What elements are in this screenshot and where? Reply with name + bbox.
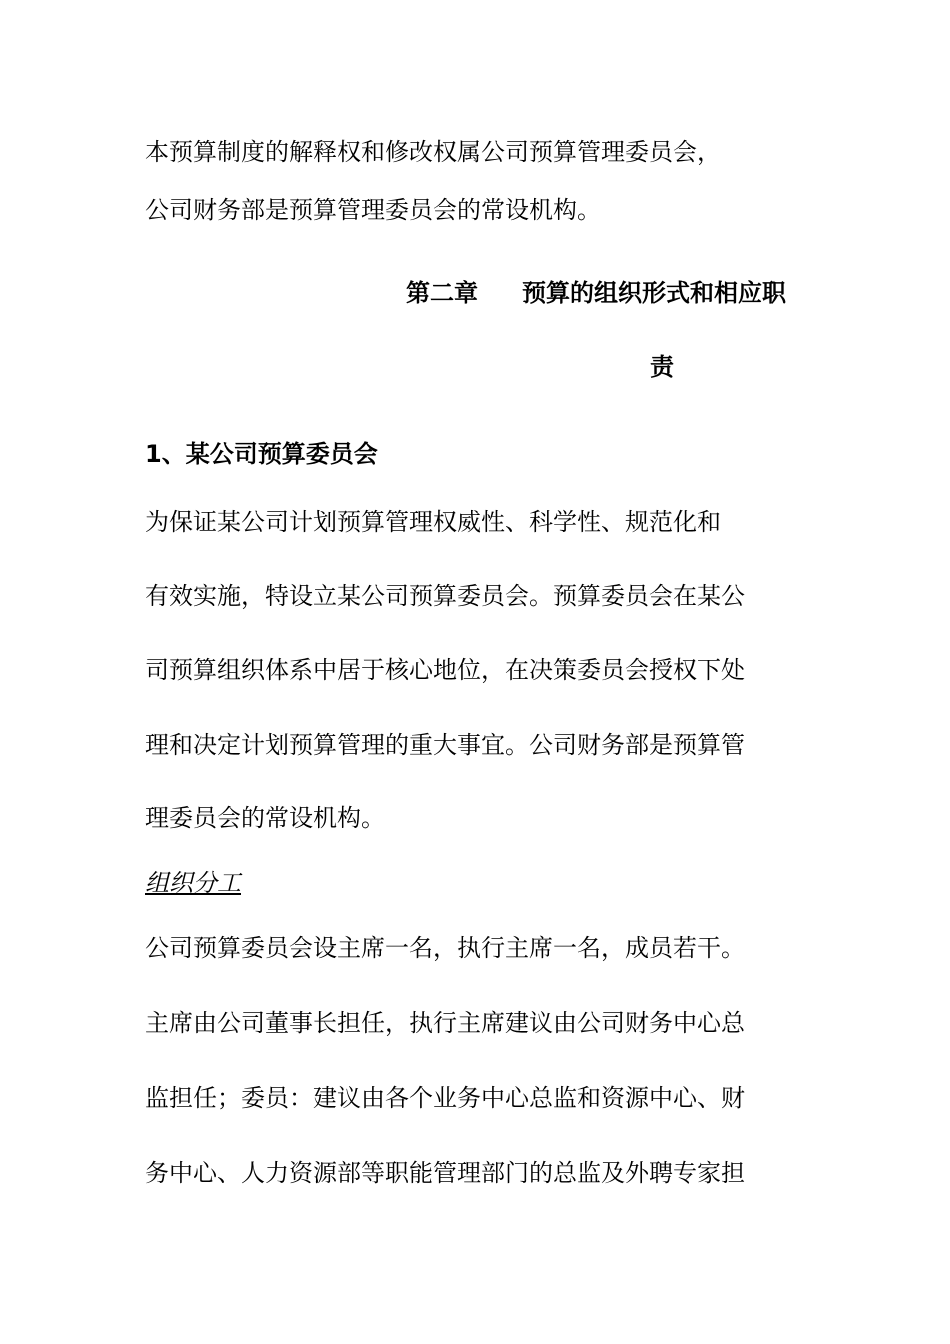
intro-line-1: 本预算制度的解释权和修改权属公司预算管理委员会，: [145, 138, 721, 166]
chapter-number: 第二章: [406, 279, 478, 307]
section-paragraph-line: 有效实施，特设立某公司预算委员会。预算委员会在某公: [145, 582, 745, 610]
subsection-paragraph-line: 监担任；委员：建议由各个业务中心总监和资源中心、财: [145, 1084, 745, 1112]
section-paragraph-line: 理委员会的常设机构。: [145, 804, 385, 832]
subsection-paragraph-line: 主席由公司董事长担任，执行主席建议由公司财务中心总: [145, 1009, 745, 1037]
section-paragraph-line: 理和决定计划预算管理的重大事宜。公司财务部是预算管: [145, 731, 745, 759]
section-heading: 1、某公司预算委员会: [145, 440, 378, 468]
chapter-title-line-2: 责: [650, 353, 674, 381]
section-paragraph-line: 司预算组织体系中居于核心地位，在决策委员会授权下处: [145, 656, 745, 684]
subsection-paragraph-line: 公司预算委员会设主席一名，执行主席一名，成员若干。: [145, 934, 745, 962]
intro-line-2: 公司财务部是预算管理委员会的常设机构。: [145, 196, 601, 224]
section-paragraph-line: 为保证某公司计划预算管理权威性、科学性、规范化和: [145, 508, 721, 536]
subsection-title: 组织分工: [145, 869, 241, 897]
subsection-paragraph-line: 务中心、人力资源部等职能管理部门的总监及外聘专家担: [145, 1159, 745, 1187]
chapter-title-line-1: 预算的组织形式和相应职: [522, 279, 786, 307]
